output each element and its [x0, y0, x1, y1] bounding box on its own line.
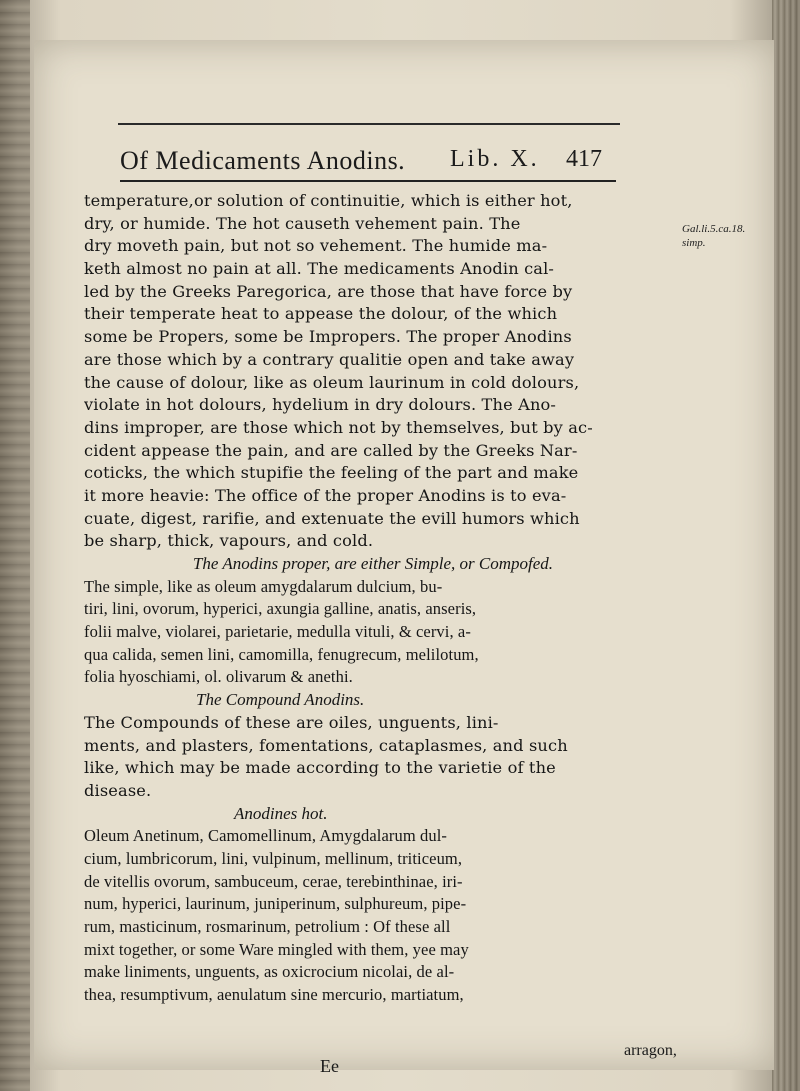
body-text	[84, 190, 662, 1007]
text-line: folia hyoschiami, ol. olivarum & anethi.	[84, 667, 353, 687]
text-line: are those which by a contrary qualitie open and take away	[84, 349, 575, 369]
margin-note: Gal.li.5.ca.18. simp.	[682, 223, 746, 249]
text-line: some be Propers, some be Impropers. The proper Anodins	[84, 327, 572, 347]
book-number: Lib. X.	[450, 146, 540, 172]
text-line: be sharp, thick, vapours, and cold.	[84, 531, 374, 551]
text-line: rum, masticinum, rosmarinum, petrolium : Of these all	[84, 917, 451, 936]
text-line: dins improper, are those which not by themselves, but by ac-	[84, 417, 593, 437]
text-line: ments, and plasters, fomentations, cataplasmes, and such	[84, 735, 568, 755]
text-line: folii malve, violarei, parietarie, medulla vituli, & cervi, a-	[84, 622, 471, 642]
text-line: The Compounds of these are oiles, unguents, lini-	[84, 712, 499, 732]
page-edges	[772, 0, 800, 1091]
text-line: it more heavie: The office of the proper Anodins is to eva-	[84, 485, 567, 505]
running-title: Of Medicaments Anodins.	[120, 146, 406, 175]
text-line: dry, or humide. The hot causeth vehement pain. The	[84, 213, 521, 233]
text-line: qua calida, semen lini, camomilla, fenugrecum, melilotum,	[84, 644, 479, 664]
signature-mark: Ee	[320, 1056, 339, 1076]
page-header	[120, 146, 616, 182]
catchword: arragon,	[624, 1042, 677, 1059]
text-line: tiri, lini, ovorum, hyperici, axungia galline, anatis, anseris,	[84, 599, 477, 619]
text-line: cium, lumbricorum, lini, vulpinum, mellinum, triticeum,	[84, 848, 463, 868]
book-page	[34, 40, 774, 1076]
text-line: the cause of dolour, like as oleum laurinum in cold dolours,	[84, 372, 580, 392]
text-line: de vitellis ovorum, sambuceum, cerae, terebinthinae, iri-	[84, 871, 463, 891]
text-line: make liniments, unguents, as oxicrocium nicolai, de al-	[84, 962, 455, 982]
paragraph-4	[84, 825, 662, 1007]
text-line: thea, resumptivum, aenulatum sine mercurio, martiatum,	[84, 985, 464, 1005]
text-line: temperature,or solution of continuitie, which is either hot,	[84, 191, 573, 210]
text-line: coticks, the which stupifie the feeling of the part and make	[84, 463, 579, 483]
text-line: cuate, digest, rarifie, and extenuate the evill humors which	[84, 508, 580, 528]
text-line: The simple, like as oleum amygdalarum dulcium, bu-	[84, 576, 443, 596]
text-line: keth almost no pain at all. The medicaments Anodin cal-	[84, 259, 555, 279]
heading-anodines-hot: Anodines hot.	[234, 803, 328, 823]
text-line: like, which may be made according to the varietie of the	[84, 758, 556, 778]
paragraph-2	[84, 576, 662, 689]
paragraph-1	[84, 190, 662, 553]
text-line: disease.	[84, 780, 152, 800]
text-line: mixt together, or some Ware mingled with them, yee may	[84, 939, 469, 959]
heading-anodins-proper: The Anodins proper, are either Simple, or Compofed.	[192, 554, 554, 573]
text-line: led by the Greeks Paregorica, are those that have force by	[84, 281, 573, 301]
text-line: violate in hot dolours, hydelium in dry dolours. The Ano-	[84, 395, 557, 415]
text-line: cident appease the pain, and are called by the Greeks Nar-	[84, 440, 578, 460]
paragraph-3	[84, 712, 662, 803]
book-gutter-shadow	[0, 0, 30, 1091]
text-line: their temperate heat to appease the dolour, of the which	[84, 304, 558, 324]
text-line: dry moveth pain, but not so vehement. The humide ma-	[84, 236, 548, 256]
text-line: num, hyperici, laurinum, juniperinum, sulphureum, pipe-	[84, 894, 467, 914]
heading-compound-anodins: The Compound Anodins.	[196, 690, 365, 710]
top-rule	[118, 123, 620, 125]
page-number: 417	[566, 146, 602, 172]
text-line: Oleum Anetinum, Camomellinum, Amygdalarum dul-	[84, 826, 447, 846]
